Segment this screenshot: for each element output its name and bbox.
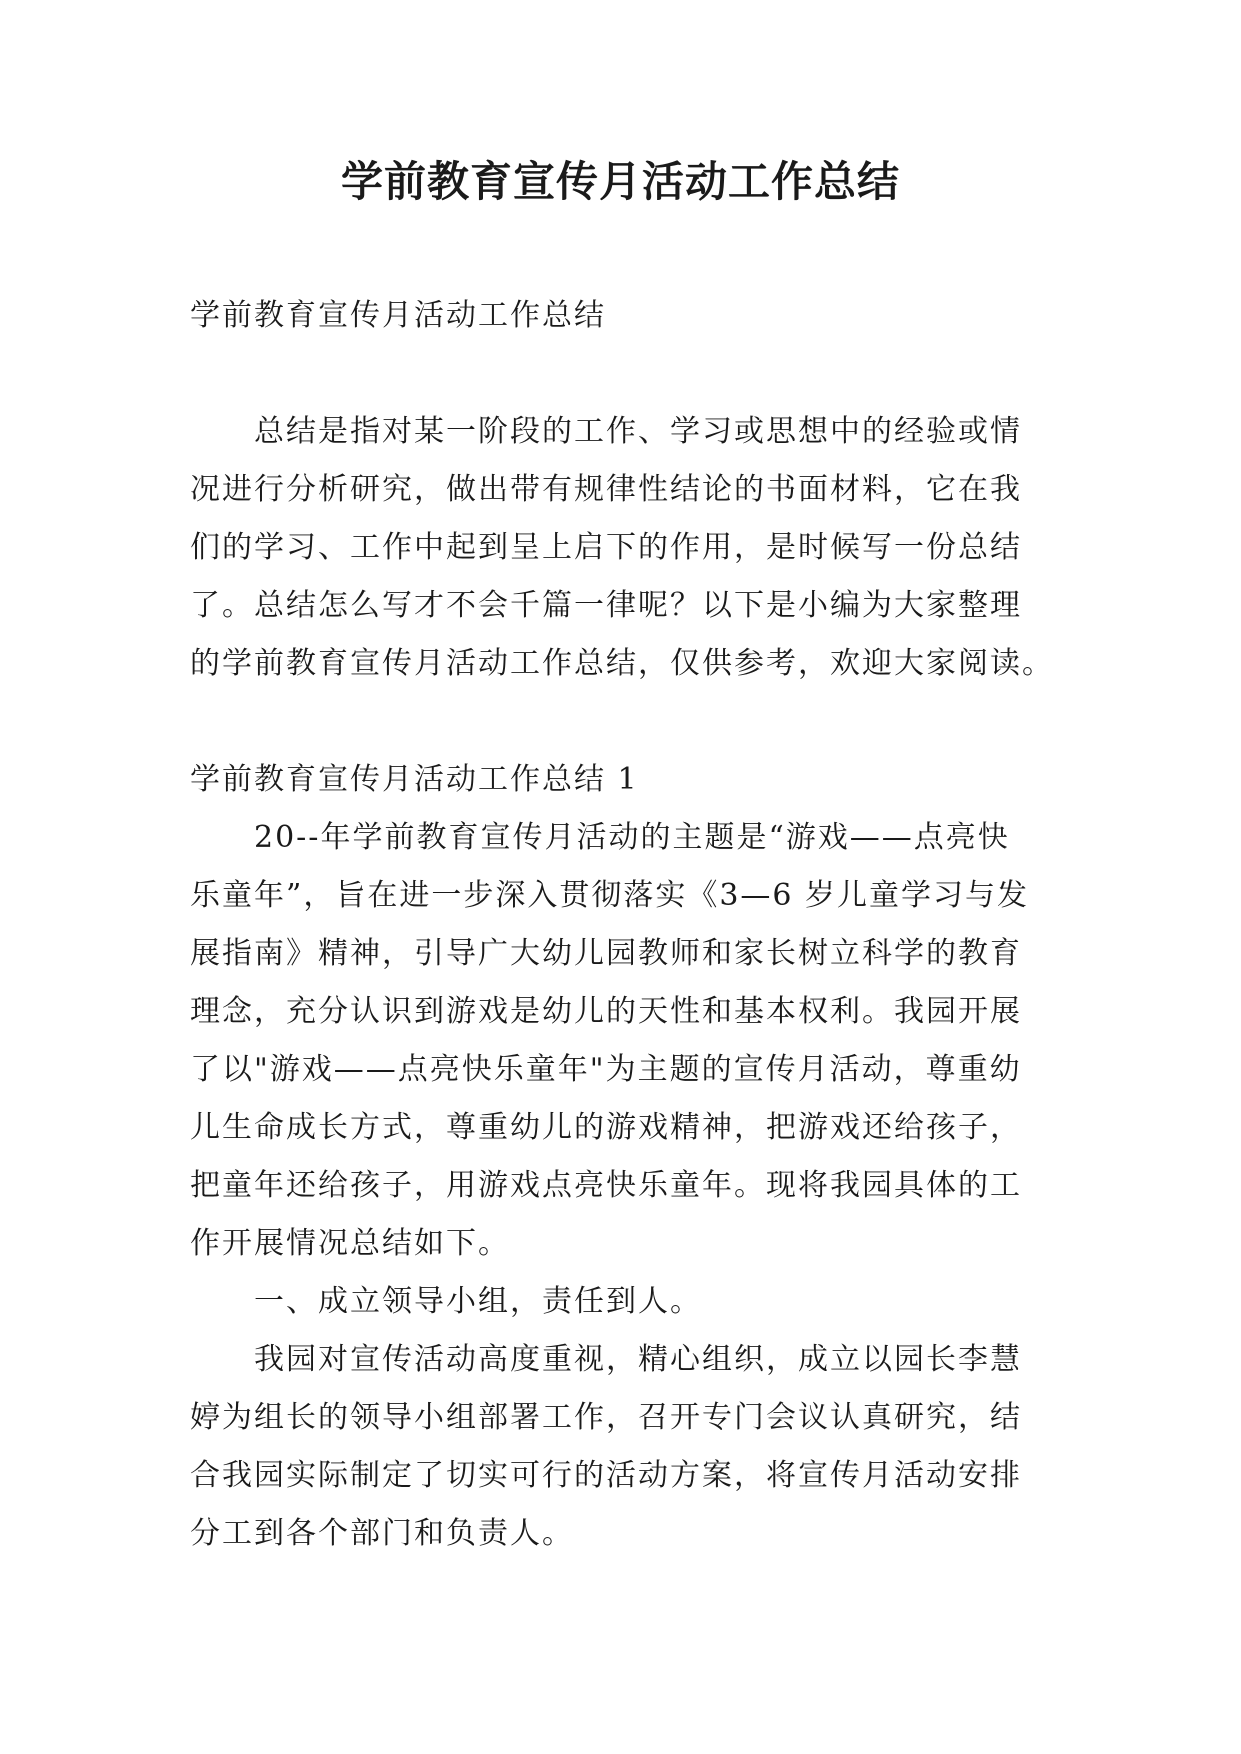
intro-paragraph bbox=[190, 403, 1052, 693]
section-heading: 学前教育宣传月活动工作总结 1 bbox=[190, 762, 639, 797]
text-line: 况进行分析研究，做出带有规律性结论的书面材料，它在我 bbox=[190, 472, 1022, 507]
paragraph-1 bbox=[190, 809, 1052, 1273]
point-1-heading: 一、成立领导小组，责任到人。 bbox=[254, 1284, 702, 1319]
text-line: 乐童年”，旨在进一步深入贯彻落实《3—6 岁儿童学习与发 bbox=[190, 878, 1030, 913]
text-line: 们的学习、工作中起到呈上启下的作用，是时候写一份总结 bbox=[190, 530, 1022, 565]
spacer bbox=[190, 693, 1052, 751]
document-body bbox=[190, 287, 1052, 1563]
text-line: 把童年还给孩子，用游戏点亮快乐童年。现将我园具体的工 bbox=[190, 1168, 1022, 1203]
text-line: 儿生命成长方式，尊重幼儿的游戏精神，把游戏还给孩子， bbox=[190, 1110, 1022, 1145]
text-line: 我园对宣传活动高度重视，精心组织，成立以园长李慧 bbox=[254, 1342, 1022, 1377]
text-line: 的学前教育宣传月活动工作总结，仅供参考，欢迎大家阅读。 bbox=[190, 646, 1054, 681]
text-line: 理念，充分认识到游戏是幼儿的天性和基本权利。我园开展 bbox=[190, 994, 1022, 1029]
paragraph-2 bbox=[190, 1331, 1052, 1563]
text-line: 了。总结怎么写才不会千篇一律呢？以下是小编为大家整理 bbox=[190, 588, 1022, 623]
text-line: 合我园实际制定了切实可行的活动方案，将宣传月活动安排 bbox=[190, 1458, 1022, 1493]
spacer bbox=[190, 345, 1052, 403]
text-line: 婷为组长的领导小组部署工作，召开专门会议认真研究，结 bbox=[190, 1400, 1022, 1435]
text-line: 作开展情况总结如下。 bbox=[190, 1226, 510, 1261]
text-line: 分工到各个部门和负责人。 bbox=[190, 1516, 574, 1551]
document-title: 学前教育宣传月活动工作总结 bbox=[340, 157, 900, 206]
text-line: 展指南》精神，引导广大幼儿园教师和家长树立科学的教育 bbox=[190, 936, 1022, 971]
text-line: 了以"游戏——点亮快乐童年"为主题的宣传月活动，尊重幼 bbox=[190, 1052, 1022, 1087]
text-line: 总结是指对某一阶段的工作、学习或思想中的经验或情 bbox=[254, 414, 1022, 449]
document-subtitle: 学前教育宣传月活动工作总结 bbox=[190, 298, 606, 333]
text-line: 20--年学前教育宣传月活动的主题是“游戏——点亮快 bbox=[254, 820, 1010, 855]
